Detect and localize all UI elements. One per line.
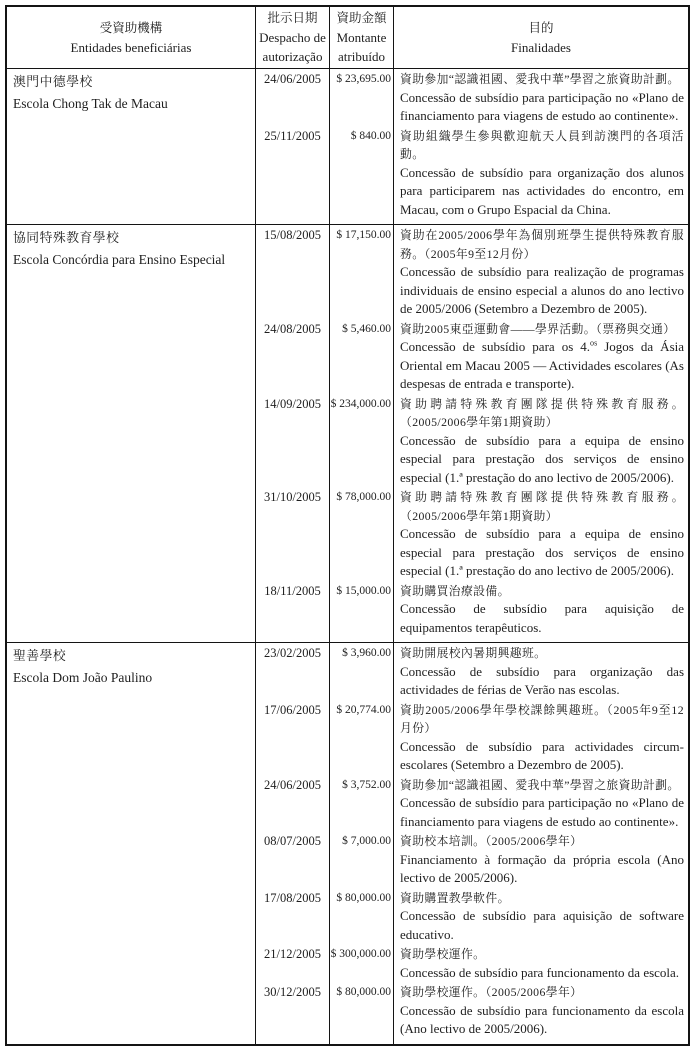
grant-purpose-cell <box>394 319 688 394</box>
grant-amount: $ 23,695.00 <box>330 69 394 126</box>
purpose-pt: Concessão de subsídio para participação no «Plano de financiamento para viagens de estudo ao continente». <box>400 795 684 829</box>
entity-cell <box>7 643 256 1044</box>
grant-date: 30/12/2005 <box>256 982 330 1044</box>
grant-purpose-cell <box>394 643 688 700</box>
purpose-pt: Financiamento à formação da própria escola (Ano lectivo de 2005/2006). <box>400 851 684 885</box>
purpose-pt: Concessão de subsídio para funcionamento da escola (Ano lectivo de 2005/2006). <box>400 1002 684 1036</box>
grant-purpose-cell <box>394 487 688 581</box>
grant-amount: $ 7,000.00 <box>330 831 394 888</box>
header-entity-zh: 受資助機構 <box>99 20 163 35</box>
grant-date: 24/08/2005 <box>256 319 330 394</box>
grant-row <box>256 225 688 319</box>
purpose-pt: Concessão de subsídio para funcionamento da escola. <box>400 964 680 980</box>
grant-amount: $ 17,150.00 <box>330 225 394 319</box>
purpose-pt: Concessão de subsídio para a equipa de ensino especial para prestação dos serviços de ensino especial (1.ª prestação do ano lectivo de 2005/2006). <box>400 432 684 485</box>
grant-date: 23/02/2005 <box>256 643 330 700</box>
grant-amount: $ 15,000.00 <box>330 581 394 643</box>
purpose-pt: Concessão de subsídio para aquisição de equipamentos terapêuticos. <box>400 601 684 635</box>
grant-purpose-cell <box>394 69 688 126</box>
grant-purpose-cell <box>394 888 688 945</box>
purpose-zh: 資助聘請特殊教育團隊提供特殊教育服務。（2005/2006學年第1期資助） <box>400 396 684 429</box>
grant-row <box>256 126 688 225</box>
entity-cell <box>7 69 256 224</box>
grant-date: 14/09/2005 <box>256 394 330 488</box>
entity-name-pt: Escola Concórdia para Ensino Especial <box>13 252 226 267</box>
grants-list <box>256 643 688 1044</box>
header-amount-pt-line1: Montante <box>336 30 387 45</box>
header-date-pt-line1: Despacho de <box>259 30 326 45</box>
grant-date: 17/06/2005 <box>256 700 330 775</box>
purpose-zh: 資助組織學生參與歡迎航天人員到訪澳門的各項活動。 <box>400 128 684 161</box>
school-row <box>7 643 688 1044</box>
grants-list <box>256 69 688 224</box>
purpose-pt-text: Concessão de subsídio para os 4. <box>400 339 591 354</box>
header-date-pt-line2: autorização <box>262 49 323 64</box>
grant-date: 24/06/2005 <box>256 775 330 832</box>
grant-purpose-cell <box>394 394 688 488</box>
grants-list <box>256 225 688 642</box>
purpose-pt: Concessão de subsídio para a equipa de ensino especial para prestação dos serviços de ensino especial (1.ª prestação do ano lectivo de 2005/2006). <box>400 526 684 578</box>
header-date-column <box>256 7 330 68</box>
purpose-zh: 資助開展校內暑期興趣班。 <box>400 646 547 660</box>
grant-row <box>256 643 688 700</box>
grant-row <box>256 831 688 888</box>
purpose-pt: Concessão de subsídio para aquisição de software educativo. <box>400 908 684 942</box>
grant-amount: $ 20,774.00 <box>330 700 394 775</box>
grant-amount: $ 300,000.00 <box>330 944 394 982</box>
purpose-pt-text: Jogos da Ásia Oriental em Macau 2005 — Actividades escolares (As despesas de entrada e transporte). <box>400 339 685 391</box>
entity-name-zh: 聖善學校 <box>13 649 67 663</box>
grant-purpose-cell <box>394 581 688 643</box>
purpose-zh: 資助2005/2006學年學校課餘興趣班。（2005年9至12月份） <box>400 702 684 735</box>
grant-date: 31/10/2005 <box>256 487 330 581</box>
ordinal-superscript: os <box>590 338 598 348</box>
purpose-zh: 資助購買治療設備。 <box>400 583 510 598</box>
grant-purpose-cell <box>394 700 688 775</box>
purpose-zh: 資助校本培訓。（2005/2006學年） <box>400 834 583 848</box>
grant-amount: $ 234,000.00 <box>330 394 394 488</box>
purpose-zh: 資助學校運作。 <box>400 947 486 961</box>
grant-row <box>256 700 688 775</box>
purpose-zh: 資助學校運作。（2005/2006學年） <box>400 985 583 999</box>
entity-name-pt: Escola Chong Tak de Macau <box>13 96 168 111</box>
grant-date: 25/11/2005 <box>256 126 330 225</box>
grant-amount: $ 80,000.00 <box>330 982 394 1044</box>
grant-date: 17/08/2005 <box>256 888 330 945</box>
grant-row <box>256 775 688 832</box>
grant-amount: $ 3,752.00 <box>330 775 394 832</box>
grant-amount: $ 3,960.00 <box>330 643 394 700</box>
purpose-pt: Concessão de subsídio para participação no «Plano de financiamento para viagens de estudo ao continente». <box>400 89 684 123</box>
entity-name-pt: Escola Dom João Paulino <box>13 670 153 685</box>
header-date-zh: 批示日期 <box>267 11 318 25</box>
grant-row <box>256 394 688 488</box>
header-amount-column <box>330 7 394 68</box>
grant-date: 18/11/2005 <box>256 581 330 643</box>
grant-purpose-cell <box>394 944 688 982</box>
grant-purpose-cell <box>394 831 688 888</box>
purpose-zh: 資助2005東亞運動會——學界活動。（票務與交通） <box>400 321 676 336</box>
grant-purpose-cell <box>394 775 688 832</box>
purpose-zh: 資助聘請特殊教育團隊提供特殊教育服務。（2005/2006學年第1期資助） <box>400 490 684 523</box>
subsidy-table <box>5 5 690 1046</box>
grant-amount: $ 5,460.00 <box>330 319 394 394</box>
header-purpose-zh: 目的 <box>528 20 554 35</box>
header-amount-zh: 資助金額 <box>336 11 387 25</box>
grant-date: 08/07/2005 <box>256 831 330 888</box>
grant-purpose-cell <box>394 982 688 1044</box>
grant-amount: $ 78,000.00 <box>330 487 394 581</box>
header-entity-pt: Entidades beneficiárias <box>70 39 192 55</box>
grant-row <box>256 69 688 126</box>
grant-date: 21/12/2005 <box>256 944 330 982</box>
purpose-pt: Concessão de subsídio para organização dos alunos para participarem nas actividades do encontro, em Macau, com o Grupo Espacial da China. <box>400 164 684 217</box>
grant-date: 15/08/2005 <box>256 225 330 319</box>
grant-date: 24/06/2005 <box>256 69 330 126</box>
grant-row <box>256 581 688 643</box>
purpose-zh: 資助參加“認識祖國、愛我中華”學習之旅資助計劃。 <box>400 777 680 792</box>
grant-amount: $ 80,000.00 <box>330 888 394 945</box>
grant-row <box>256 888 688 945</box>
purpose-pt: Concessão de subsídio para organização das actividades de férias de Verão nas escolas. <box>400 663 684 697</box>
grant-row <box>256 319 688 394</box>
purpose-pt: Concessão de subsídio para realização de programas individuais de ensino especial a alunos do ano lectivo de 2005/2006 (Setembro a Dezembro de 2005). <box>400 264 684 316</box>
grant-row <box>256 944 688 982</box>
entity-name-zh: 澳門中德學校 <box>13 75 93 89</box>
purpose-pt <box>400 338 684 394</box>
header-entity-column <box>7 7 256 68</box>
entity-cell <box>7 225 256 642</box>
purpose-zh: 資助購置教學軟件。 <box>400 890 510 905</box>
grant-purpose-cell <box>394 126 688 225</box>
school-row <box>7 69 688 225</box>
header-purpose-pt: Finalidades <box>511 39 571 55</box>
purpose-pt: Concessão de subsídio para actividades circum-escolares (Setembro a Dezembro de 2005). <box>400 738 684 772</box>
purpose-zh: 資助參加“認識祖國、愛我中華”學習之旅資助計劃。 <box>400 72 680 86</box>
grant-row <box>256 982 688 1044</box>
grant-purpose-cell <box>394 225 688 319</box>
grant-amount: $ 840.00 <box>330 126 394 225</box>
grant-row <box>256 487 688 581</box>
header-amount-pt-line2: atribuído <box>338 49 385 64</box>
purpose-zh: 資助在2005/2006學年為個別班學生提供特殊教育服務。（2005年9至12月份） <box>400 228 684 261</box>
school-row <box>7 225 688 643</box>
table-header-row <box>7 7 688 69</box>
entity-name-zh: 協同特殊教育學校 <box>13 231 120 245</box>
header-purpose-column <box>394 7 688 68</box>
